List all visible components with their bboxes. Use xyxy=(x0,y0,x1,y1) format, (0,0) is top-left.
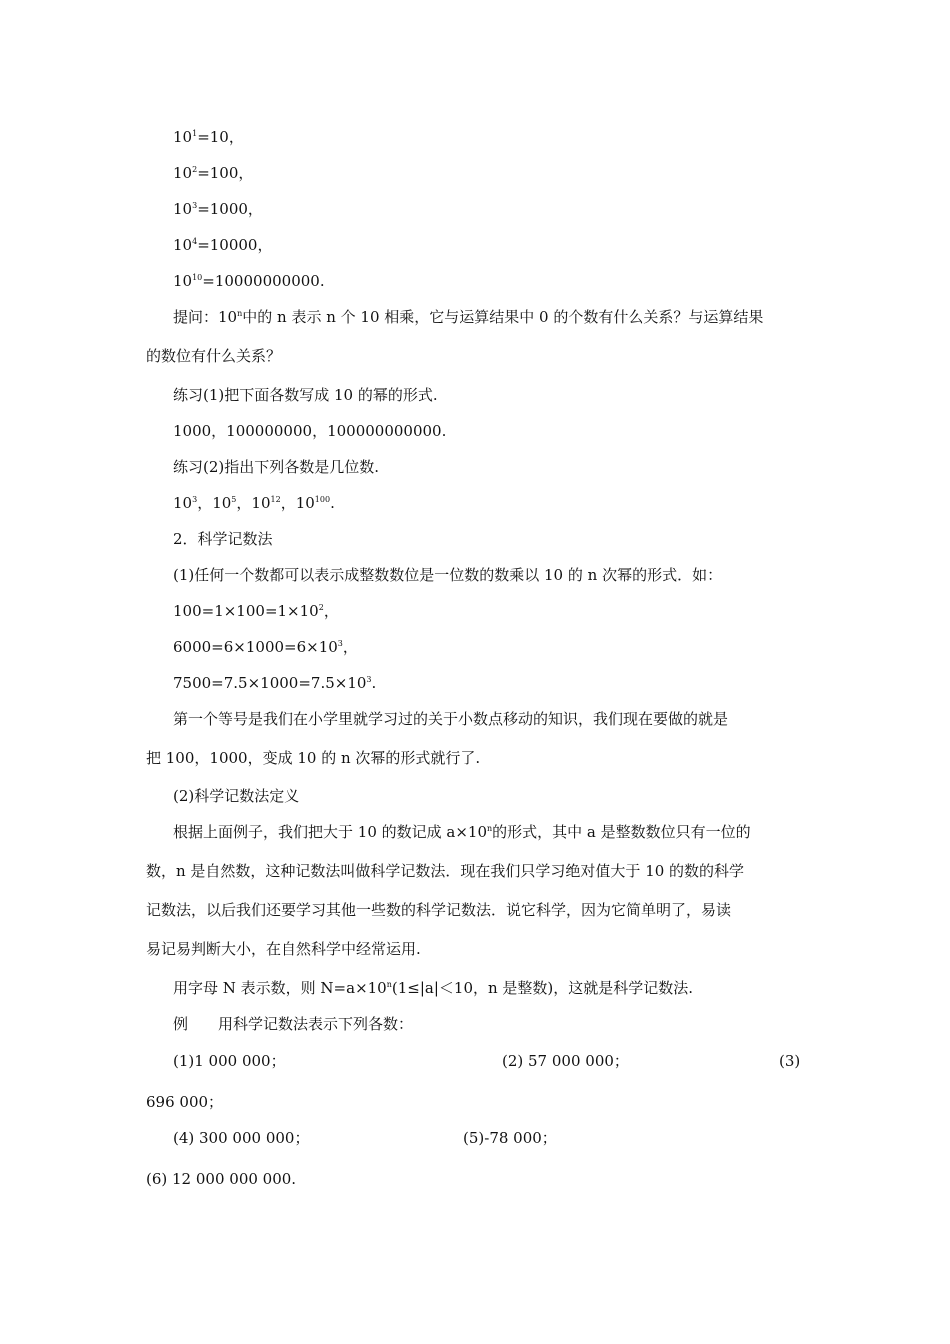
example-title: 例 用科学记数法表示下列各数： xyxy=(173,1015,414,1033)
explanation-line-1: 第一个等号是我们在小学里就学习过的关于小数点移动的知识，我们现在要做的就是 xyxy=(173,710,729,728)
explanation-line-2: 把 100，1000，变成 10 的 n 次幂的形式就行了. xyxy=(146,749,481,767)
example-item-3-value: 696 000； xyxy=(146,1093,224,1111)
example-item-1: (1)1 000 000； xyxy=(173,1052,286,1070)
exercise-1-numbers: 1000，100000000，100000000000. xyxy=(173,422,447,440)
equation-3: $7500=7.5\times 1000=7.5\times 10^3$. xyxy=(173,674,377,692)
question-line-1: 提问：10$^n$中的 n 表示 n 个 10 相乘，它与运算结果中 0 的个数有什么关系？与运算结果 xyxy=(173,308,764,326)
example-item-6: (6) 12 000 000 000. xyxy=(146,1170,297,1188)
section-2-heading: 2．科学记数法 xyxy=(173,530,273,548)
power-line-4: $10^4=10000$， xyxy=(173,236,273,254)
definition-line-4: 易记易判断大小，在自然科学中经常运用. xyxy=(146,940,421,958)
example-item-2: (2) 57 000 000； xyxy=(502,1052,629,1070)
definition-heading: (2)科学记数法定义 xyxy=(173,787,300,805)
equation-2: $6000=6\times 1000=6\times 10^3$， xyxy=(173,638,358,656)
definition-line-1: 根据上面例子，我们把大于 10 的数记成 $a\times 10^n$的形式，其中 a 是整数数位只有一位的 xyxy=(173,823,751,841)
formula-line: 用字母 N 表示数，则 $N=a\times 10^n(1\le|a|<10$，n 是整数)，这就是科学记数法. xyxy=(173,979,694,997)
exercise-1-title: 练习(1)把下面各数写成 10 的幂的形式. xyxy=(173,386,438,404)
power-line-3: $10^3=1000$， xyxy=(173,200,263,218)
power-line-2: $10^2=100$， xyxy=(173,164,254,182)
power-line-5: $10^{10}=10000000000$. xyxy=(173,272,325,290)
example-item-3-label: (3) xyxy=(779,1052,801,1070)
exercise-2-title: 练习(2)指出下列各数是几位数. xyxy=(173,458,380,476)
example-item-5: (5)-78 000； xyxy=(463,1129,557,1147)
equation-1: $100=1\times 100=1\times 10^2$， xyxy=(173,602,339,620)
section-2-intro: (1)任何一个数都可以表示成整数数位是一位数的数乘以 10 的 n 次幂的形式．如： xyxy=(173,566,723,584)
example-item-4: (4) 300 000 000； xyxy=(173,1129,310,1147)
definition-line-2: 数，n 是自然数，这种记数法叫做科学记数法．现在我们只学习绝对值大于 10 的数的科学 xyxy=(146,862,745,880)
definition-line-3: 记数法，以后我们还要学习其他一些数的科学记数法．说它科学，因为它简单明了，易读 xyxy=(146,901,732,919)
power-line-1: $10^1=10$， xyxy=(173,128,244,146)
exercise-2-items: $10^3$，$10^5$，$10^{12}$，$10^{100}$. xyxy=(173,494,335,512)
question-line-2: 的数位有什么关系？ xyxy=(146,347,282,365)
